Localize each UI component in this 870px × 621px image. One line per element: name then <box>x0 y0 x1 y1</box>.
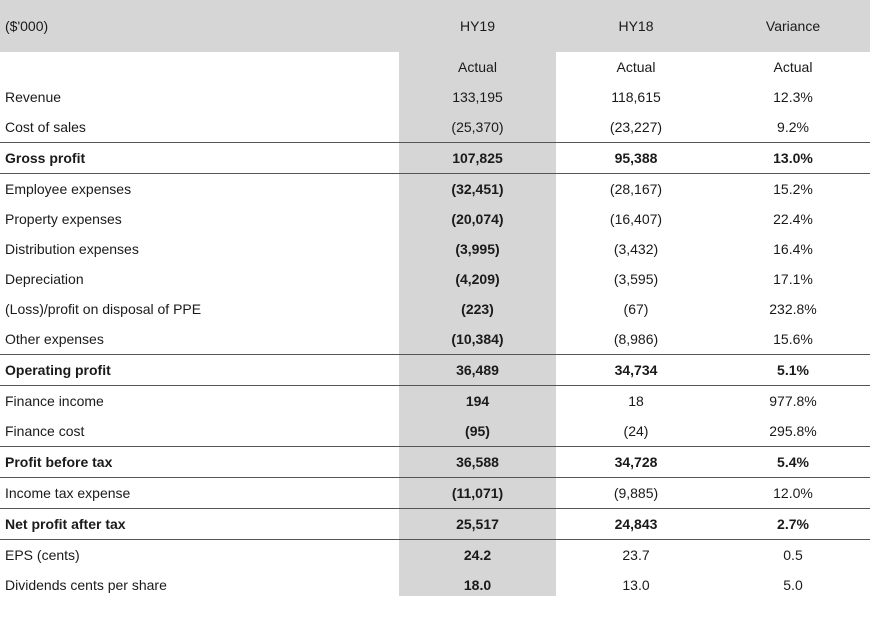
row-label: Employee expenses <box>0 174 399 205</box>
hy18-value: 18 <box>556 386 716 417</box>
hy18-value: (8,986) <box>613 331 659 347</box>
hy19-value: 194 <box>399 386 556 417</box>
units-label: ($'000) <box>0 0 399 52</box>
table-row <box>0 478 870 509</box>
table-header-row <box>0 0 870 52</box>
row-label: Depreciation <box>5 271 84 287</box>
hy18-value: (24) <box>623 423 649 439</box>
hy18-value: 24,843 <box>556 509 716 540</box>
variance-value: 13.0% <box>716 143 870 174</box>
variance-value: 295.8% <box>769 423 817 439</box>
hy18-value: (3,595) <box>613 271 659 287</box>
variance-value: 15.6% <box>773 331 813 347</box>
hy18-value: 118,615 <box>611 89 661 105</box>
hy18-value: 23.7 <box>556 540 716 571</box>
variance-value: 0.5 <box>716 540 870 571</box>
table-row <box>0 112 870 143</box>
hy19-value: 24.2 <box>399 540 556 571</box>
subheader-hy18: Actual <box>616 59 656 75</box>
hy18-value: 13.0 <box>622 577 650 593</box>
hy19-value: (223) <box>461 301 494 317</box>
header-hy19: HY19 <box>399 0 556 52</box>
subheader-blank <box>0 52 399 82</box>
hy19-value: (10,384) <box>451 331 504 347</box>
table-row <box>0 570 870 600</box>
variance-value: 5.4% <box>716 447 870 478</box>
row-label: EPS (cents) <box>0 540 399 571</box>
table-subheader-row <box>0 52 870 82</box>
table-row-subtotal <box>0 355 870 386</box>
row-label: Net profit after tax <box>0 509 399 540</box>
row-label: Income tax expense <box>0 478 399 509</box>
table-row <box>0 416 870 447</box>
hy19-value: (25,370) <box>451 119 504 135</box>
hy18-value: (28,167) <box>556 174 716 205</box>
hy18-value: 95,388 <box>556 143 716 174</box>
variance-value: 12.0% <box>716 478 870 509</box>
hy18-value: (9,885) <box>556 478 716 509</box>
table-row <box>0 264 870 294</box>
row-label: Cost of sales <box>5 119 86 135</box>
variance-value: 22.4% <box>773 211 813 227</box>
hy19-value: (3,995) <box>455 241 500 257</box>
variance-value: 12.3% <box>773 89 813 105</box>
variance-value: 9.2% <box>777 119 809 135</box>
table-row <box>0 234 870 264</box>
header-variance: Variance <box>716 0 870 52</box>
row-label: Dividends cents per share <box>5 577 167 593</box>
hy18-value: 34,728 <box>556 447 716 478</box>
hy19-value: 133,195 <box>452 89 503 105</box>
hy18-value: (67) <box>623 301 649 317</box>
hy19-value: (20,074) <box>451 211 504 227</box>
variance-value: 232.8% <box>769 301 817 317</box>
row-label: Distribution expenses <box>5 241 139 257</box>
table-row <box>0 82 870 112</box>
table-row <box>0 324 870 355</box>
header-hy18: HY18 <box>556 0 716 52</box>
table-row <box>0 174 870 205</box>
table-row <box>0 386 870 417</box>
hy19-value: (32,451) <box>399 174 556 205</box>
hy18-value: (23,227) <box>609 119 663 135</box>
table-row <box>0 294 870 324</box>
hy19-value: 107,825 <box>399 143 556 174</box>
row-label: Gross profit <box>0 143 399 174</box>
variance-value: 977.8% <box>716 386 870 417</box>
variance-value: 2.7% <box>716 509 870 540</box>
variance-value: 5.1% <box>716 355 870 386</box>
row-label: (Loss)/profit on disposal of PPE <box>5 301 202 317</box>
hy19-value: (11,071) <box>399 478 556 509</box>
hy19-value: 36,588 <box>399 447 556 478</box>
row-label: Property expenses <box>5 211 122 227</box>
hy18-value: (3,432) <box>613 241 659 257</box>
row-label: Revenue <box>5 89 62 105</box>
variance-value: 5.0 <box>783 577 803 593</box>
table-row-subtotal <box>0 447 870 478</box>
hy19-value: (95) <box>465 423 490 439</box>
subheader-variance: Actual <box>773 59 813 75</box>
hy19-value: 18.0 <box>463 577 492 593</box>
subheader-hy19: Actual <box>458 59 497 75</box>
hy19-value: 25,517 <box>399 509 556 540</box>
table-row-subtotal <box>0 143 870 174</box>
table-row-subtotal <box>0 509 870 540</box>
table-row <box>0 540 870 571</box>
variance-value: 15.2% <box>716 174 870 205</box>
hy19-value: (4,209) <box>455 271 500 287</box>
row-label: Profit before tax <box>0 447 399 478</box>
hy19-value: 36,489 <box>399 355 556 386</box>
row-label: Finance cost <box>5 423 85 439</box>
table-row <box>0 204 870 234</box>
variance-value: 16.4% <box>773 241 813 257</box>
hy18-value: (16,407) <box>609 211 663 227</box>
row-label: Finance income <box>0 386 399 417</box>
row-label: Other expenses <box>5 331 104 347</box>
variance-value: 17.1% <box>773 271 813 287</box>
hy18-value: 34,734 <box>556 355 716 386</box>
row-label: Operating profit <box>0 355 399 386</box>
